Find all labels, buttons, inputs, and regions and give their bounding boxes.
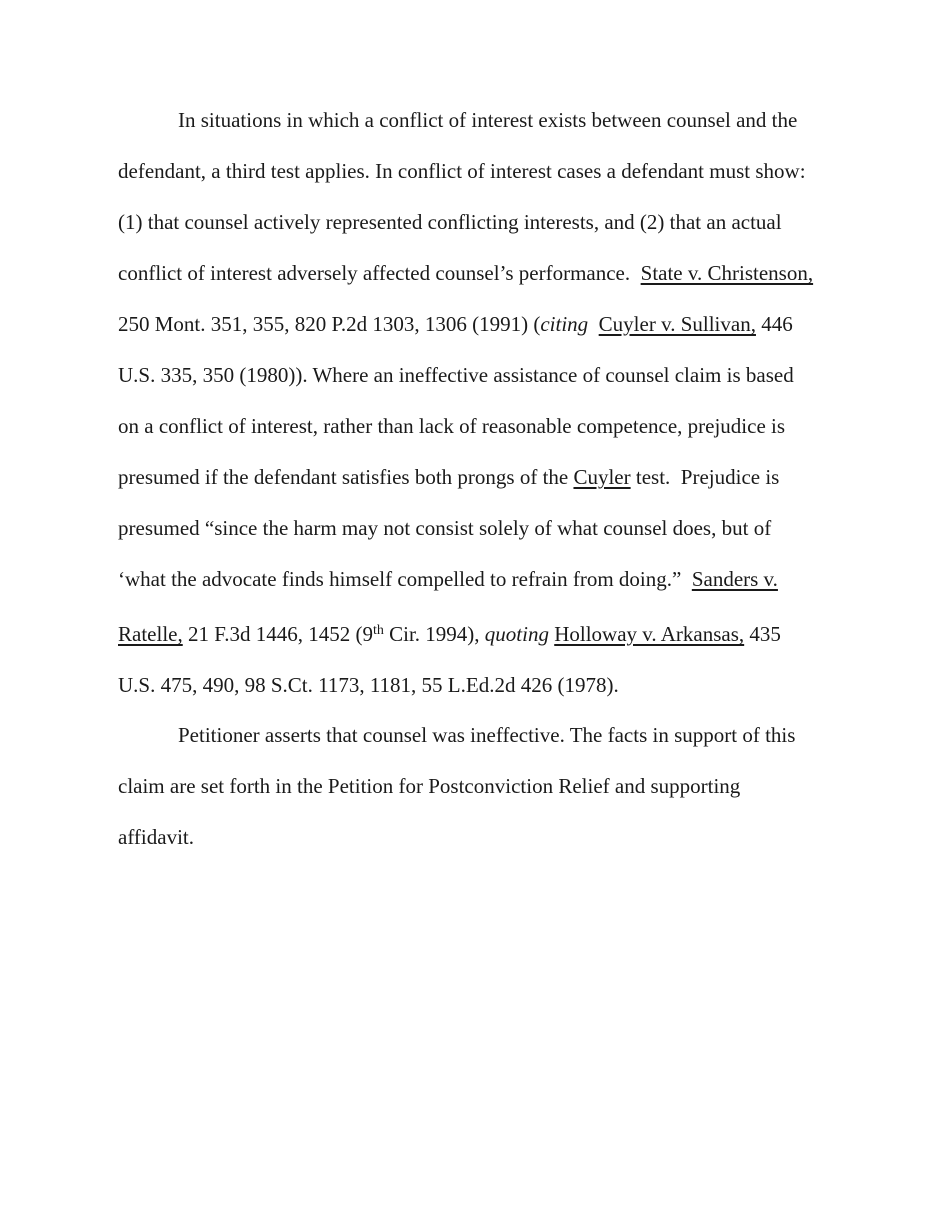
paragraph1-line6: U.S. 335, 350 (1980)). Where an ineffective assistance of counsel claim is based: [118, 363, 794, 387]
paragraph2-line1: Petitioner asserts that counsel was ineffective. The facts in support of this: [178, 723, 796, 747]
paragraph1-line8: [118, 464, 779, 490]
paragraph1-line9: presumed “since the harm may not consist solely of what counsel does, but of: [118, 516, 772, 540]
text-run: 446: [755, 312, 793, 336]
paragraph1-line7: on a conflict of interest, rather than lack of reasonable competence, prejudice is: [118, 414, 786, 438]
case-citation: Ratelle,: [118, 622, 183, 646]
text-run: ‘what the advocate finds himself compelled to refrain from doing.”: [118, 567, 692, 591]
paragraph1-line11: [118, 621, 781, 647]
text-run: [588, 312, 599, 336]
case-citation: Cuyler v. Sullivan,: [598, 312, 756, 336]
paragraph1-line4: [118, 260, 813, 286]
ordinal-suffix: th: [372, 623, 384, 638]
paragraph2-line3: affidavit.: [118, 825, 195, 849]
paragraph1-line2: defendant, a third test applies. In conflict of interest cases a defendant must show:: [118, 159, 806, 183]
text-run: 435: [744, 622, 781, 646]
paragraph1-line1: In situations in which a conflict of interest exists between counsel and the: [178, 108, 798, 132]
paragraph1-line3: (1) that counsel actively represented conflicting interests, and (2) that an actual: [118, 210, 782, 234]
case-citation: Cuyler: [573, 465, 631, 489]
case-citation: State v. Christenson,: [640, 261, 814, 285]
paragraph1-line12: U.S. 475, 490, 98 S.Ct. 1173, 1181, 55 L.Ed.2d 426 (1978).: [118, 673, 619, 697]
text-run: 21 F.3d 1446, 1452 (9: [182, 622, 373, 646]
text-run: Cir. 1994),: [383, 622, 485, 646]
paragraph2-line2: claim are set forth in the Petition for Postconviction Relief and supporting: [118, 774, 741, 798]
text-run: conflict of interest adversely affected counsel’s performance.: [118, 261, 641, 285]
paragraph1-line10: [118, 566, 778, 592]
text-run: 250 Mont. 351, 355, 820 P.2d 1303, 1306 (1991) (: [118, 312, 541, 336]
text-run: test. Prejudice is: [630, 465, 780, 489]
signal-citing: citing: [540, 312, 589, 336]
case-citation: Sanders v.: [691, 567, 778, 591]
signal-quoting: quoting: [484, 622, 549, 646]
text-run: presumed if the defendant satisfies both prongs of the: [118, 465, 574, 489]
case-citation: Holloway v. Arkansas,: [554, 622, 745, 646]
paragraph1-line5: [118, 311, 793, 337]
